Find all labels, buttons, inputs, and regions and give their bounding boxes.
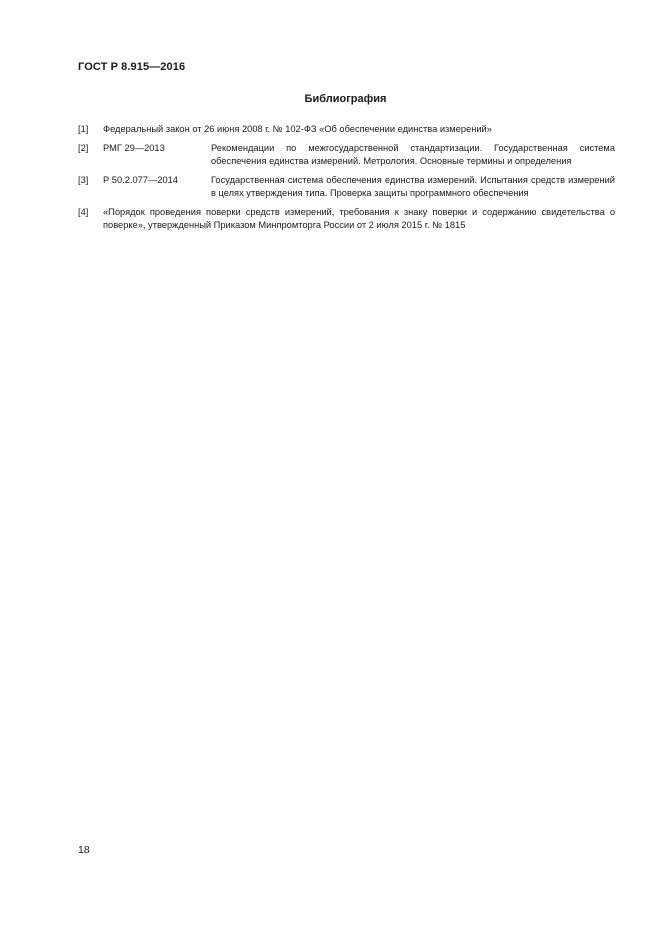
entry-text: Рекомендации по межгосударственной стандартизации. Государственная система обеспечения единства измерений. Метрология. Основные термины и определения bbox=[211, 143, 615, 166]
entry-number: [1] bbox=[78, 124, 89, 134]
bibliography-entry-3 bbox=[78, 174, 615, 200]
bibliography-entry-2 bbox=[78, 142, 615, 168]
bibliography-list bbox=[78, 123, 615, 238]
bibliography-entry-1 bbox=[78, 123, 615, 136]
entry-document-code: РМГ 29—2013 bbox=[103, 143, 165, 153]
page-number: 18 bbox=[78, 844, 90, 856]
document-header-standard-id: ГОСТ Р 8.915—2016 bbox=[78, 61, 186, 73]
entry-text: «Порядок проведения поверки средств измерений, требования к знаку поверки и содержанию свидетельства о поверке», утвержденный Приказом Минпромторга России от 2 июля 2015 г. № 1815 bbox=[103, 207, 615, 230]
entry-number: [4] bbox=[78, 207, 89, 217]
entry-number: [3] bbox=[78, 175, 89, 185]
bibliography-title: Библиография bbox=[304, 93, 387, 105]
entry-text: Федеральный закон от 26 июня 2008 г. № 102-ФЗ «Об обеспечении единства измерений» bbox=[103, 124, 492, 134]
entry-text: Государственная система обеспечения единства измерений. Испытания средств измерений в целях утверждения типа. Проверка защиты программного обеспечения bbox=[211, 175, 615, 198]
bibliography-entry-4 bbox=[78, 206, 615, 232]
entry-document-code: Р 50.2.077—2014 bbox=[103, 175, 178, 185]
entry-number: [2] bbox=[78, 143, 89, 153]
